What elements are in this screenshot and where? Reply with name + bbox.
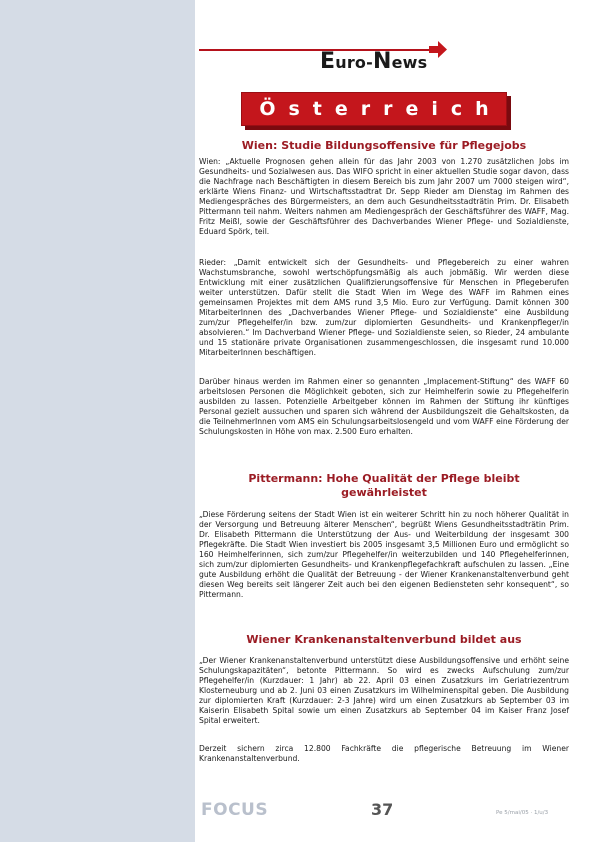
- section-banner-label: Österreich: [259, 98, 502, 120]
- footer-page-number: 37: [371, 800, 394, 819]
- article-3-paragraph-2: Derzeit sichern zirca 12.800 Fachkräfte die pflegerische Betreuung im Wiener Krankenanstaltenverbund.: [199, 744, 569, 763]
- article-1-paragraph-1: Wien: „Aktuelle Prognosen gehen allein für das Jahr 2003 von 1.270 zusätzlichen Jobs im Gesundheits- und Sozialwesen aus. Das WIFO spricht in einer aktuellen Studie sogar davon, dass die Nachfrage nach Beschäftigten in diesem Bereich bis zum Jahr 2007 um 7000 steigen wird“, erklärte Wiens Finanz- und Wirtschaftsstadtrat Dr. Sepp Rieder am Dienstag im Rahmen des Mediengespräches des Bürgermeisters, an dem auch Gesundheitsstadträtin Prim. Dr. Elisabeth Pittermann teil nahm. Weiters nahmen am Mediengespräch der Geschäftsführer des WAFF, Mag. Fritz Meißl, sowie der Geschäftsführer des Dachverbandes Wiener Pflege- und Sozialdienste, Eduard Spörk, teil.: [199, 157, 569, 236]
- brand-logo: Euro-News: [320, 49, 428, 74]
- article-2-paragraph-1: „Diese Förderung seitens der Stadt Wien ist ein weiterer Schritt hin zu noch höherer Qualität in der Versorgung und Betreuung älterer Menschen“, begrüßt Wiens Gesundheitsstadträtin Prim. Dr. Elisabeth Pittermann die Unterstützung der Aus- und Weiterbildung der insgesamt 300 Pflegekräfte. Die Stadt Wien investiert bis 2005 insgesamt 3,5 Millionen Euro und ermöglicht so 160 Heimhelferinnen, sich zum/zur Pflegehelfer/in weiterzubilden und 140 Pflegehelferinnen, sich zum/zur diplomierten Gesundheits- und Krankenpflegefachkraft aufschulen zu lassen. „Eine gute Ausbildung erhöht die Qualität der Betreuung - der Wiener Krankenanstaltenverbund geht diesen Weg bereits seit längerer Zeit auch bei den eigenen Bediensteten sehr konsequent“, so Pittermann.: [199, 510, 569, 599]
- article-3-paragraph-1: „Der Wiener Krankenanstaltenverbund unterstützt diese Ausbildungsoffensive und erhöht seine Schulungskapazitäten“, betonte Pittermann. So wird es zwecks Aufschulung zum/zur Pflegehelfer/in (Kurzdauer: 1 Jahr) ab 22. April 03 einen Zusatzkurs im Geriatriezentrum Klosterneuburg und ab 2. Juni 03 einen Zusatzkurs im Wilhelminenspital geben. Die Ausbildung zur diplomierten Kraft (Kurzdauer: 2-3 Jahre) wird um einen Zusatzkurs ab September 03 im Kaiserin Elisabeth Spital sowie um einen Zusatzkurs ab September 04 im Kaiser Franz Josef Spital erweitert.: [199, 656, 569, 725]
- article-1-paragraph-3: Darüber hinaus werden im Rahmen einer so genannten „Implacement-Stiftung“ des WAFF 60 arbeitslosen Personen die Möglichkeit geboten, sich zur Heimhelferin sowie zu Pflegehelferin ausbilden zu lassen. Potenzielle Arbeitgeber können im Rahmen der Stiftung ihr künftiges Personal gezielt aussuchen und sparen sich während der Ausbildungszeit die Gehaltskosten, da die TeilnehmerInnen vom AMS ein Schulungsarbeitslosengeld und vom WAFF eine Förderung der Schulungskosten in Höhe von max. 2.500 Euro erhalten.: [199, 377, 569, 436]
- page-content: [199, 0, 569, 842]
- arrow-right-icon: [429, 41, 447, 58]
- article-1-paragraph-2: Rieder: „Damit entwickelt sich der Gesundheits- und Pflegebereich zu einer wahren Wachstumsbranche, sowohl wertschöpfungsmäßig als auch jobmäßig. Wir werden diese Entwicklung mit einer zusätzlichen Qualifizierungsoffensive für Menschen in Pflegeberufen weiter unterstützen. Dafür stellt die Stadt Wien im Wege des WAFF im Rahmen eines gemeinsamen Projektes mit dem AMS rund 3,5 Mio. Euro zur Verfügung. Damit können 300 MitarbeiterInnen des „Dachverbandes Wiener Pflege- und Sozialdienste“ eine Ausbildung zum/zur Pflegehelfer/in bzw. zum/zur diplomierten Gesundheits- und Krankenpfleger/in absolvieren.“ Im Dachverband Wiener Pflege- und Sozialdienste seien, so Rieder, 24 ambulante und 15 stationäre private Organisationen zusammengeschlossen, die insgesamt rund 10.000 MitarbeiterInnen beschäftigen.: [199, 258, 569, 357]
- footer-magazine-name: FOCUS: [201, 800, 269, 820]
- article-2-title-line-1: Pittermann: Hohe Qualität der Pflege bleibt: [248, 472, 520, 485]
- article-2-title-line-2: gewährleistet: [341, 486, 427, 499]
- footer-issue-info: Pe 5/mai/05 · 1/u/3: [496, 810, 549, 816]
- left-sidebar-band: [0, 0, 195, 842]
- article-1-title: Wien: Studie Bildungsoffensive für Pflegejobs: [241, 139, 527, 152]
- article-3-title: Wiener Krankenanstaltenverbund bildet aus: [246, 633, 522, 646]
- section-banner: [241, 92, 507, 126]
